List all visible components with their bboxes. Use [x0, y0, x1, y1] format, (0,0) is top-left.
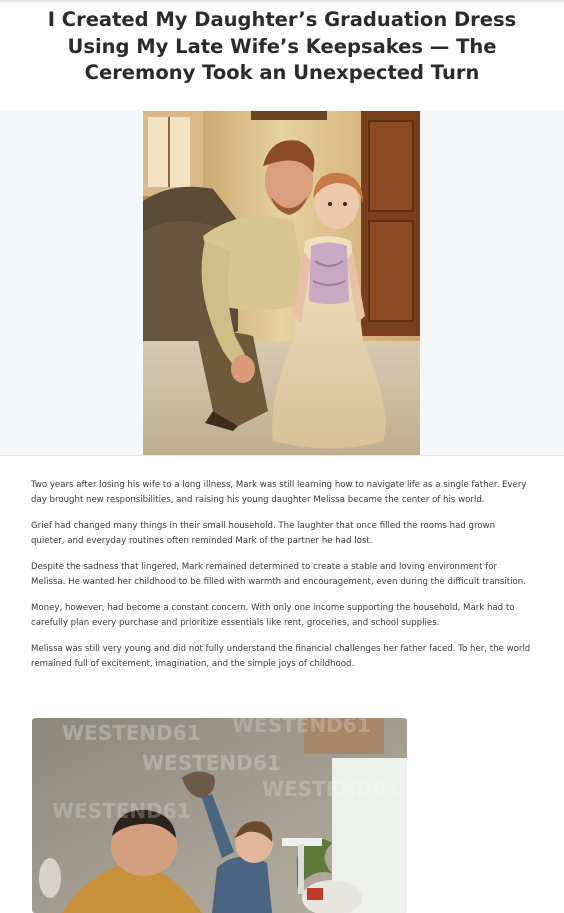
article-paragraph: Grief had changed many things in their small household. The laughter that once filled the rooms had grown quieter, and everyday routines often reminded Mark of the partner he had lost. [31, 521, 496, 547]
article-paragraph: Despite the sadness that lingered, Mark remained determined to create a stable and loving environment for Melissa. He wanted her childhood to be filled with warmth and encouragement, even during the difficult transition. [31, 562, 526, 588]
watermark-text: WESTEND61 [262, 777, 401, 801]
watermark-text: WESTEND61 [232, 718, 371, 737]
article-title: I Created My Daughter’s Graduation Dress Using My Late Wife’s Keepsakes — The Ceremony Took an Unexpected Turn [47, 8, 517, 84]
hero-photo-father-daughter [143, 111, 420, 455]
article-body [31, 478, 531, 683]
article-paragraph: Two years after losing his wife to a long illness, Mark was still learning how to navigate life as a single father. Every day brought new responsibilities, and raising his young daughter Melissa became the center of his world. [31, 480, 527, 506]
article-paragraph: Money, however, had become a constant concern. With only one income supporting the household, Mark had to carefully plan every purchase and prioritize essentials like rent, groceries, and school supplies. [31, 603, 515, 629]
watermark-text: WESTEND61 [52, 799, 191, 823]
watermark-text: WESTEND61 [142, 751, 281, 775]
top-divider [0, 0, 564, 2]
article-paragraph: Melissa was still very young and did not fully understand the financial challenges her father faced. To her, the world remained full of excitement, imagination, and the simple joys of childhood. [31, 644, 531, 670]
article-photo-father-daughter-play [32, 718, 407, 913]
watermark-text: WESTEND61 [62, 721, 201, 745]
